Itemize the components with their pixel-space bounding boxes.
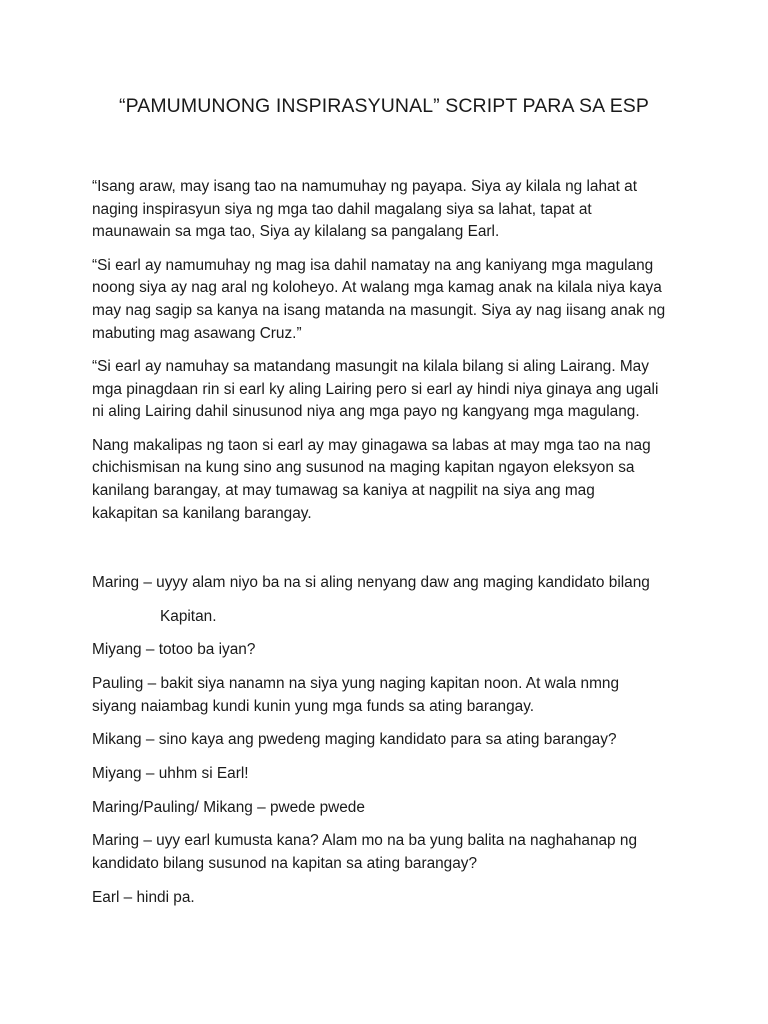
dialogue-line-line: Earl – hindi pa. xyxy=(92,888,195,906)
dialogue-line xyxy=(92,830,692,875)
dialogue-line-line: kandidato bilang susunod na kapitan sa ating barangay? xyxy=(92,855,478,873)
document-title: “PAMUMUNONG INSPIRASYUNAL” SCRIPT PARA SA ESP xyxy=(118,95,650,117)
dialogue-line-line: Maring – uyy earl kumusta kana? Alam mo na ba yung balita na naghahanap ng xyxy=(92,832,638,850)
narrative-paragraph-line: “Isang araw, may isang tao na namumuhay ng payapa. Siya ay kilala ng lahat at xyxy=(92,178,637,195)
dialogue-line xyxy=(92,606,692,629)
narrative-paragraph xyxy=(92,255,692,346)
dialogue-line-line: Maring/Pauling/ Mikang – pwede pwede xyxy=(92,798,365,816)
dialogue-line-line: Mikang – sino kaya ang pwedeng maging kandidato para sa ating barangay? xyxy=(92,731,617,749)
narrative-paragraph-line: noong siya ay nag aral ng koloheyo. At walang mga kamag anak na kilala niya kaya xyxy=(92,279,662,297)
narrative-paragraph-line: mga pinagdaan rin si earl ky aling Lairing pero si earl ay hindi niya ginaya ang ugali xyxy=(92,380,659,398)
dialogue-line-line: Miyang – totoo ba iyan? xyxy=(92,641,256,659)
narrative-paragraph-line: maunawain sa mga tao, Siya ay kilalang sa pangalang Earl. xyxy=(92,223,500,241)
narrative-paragraph-line: “Si earl ay namumuhay ng mag isa dahil namatay na ang kaniyang mga magulang xyxy=(92,256,654,274)
narrative-paragraph-line: “Si earl ay namuhay sa matandang masungit na kilala bilang si aling Lairang. May xyxy=(92,357,649,375)
dialogue-line xyxy=(92,639,692,662)
narrative-paragraph xyxy=(92,176,692,244)
dialogue-line-line: Maring – uyyy alam niyo ba na si aling nenyang daw ang maging kandidato bilang xyxy=(92,573,650,591)
dialogue-line-line: Miyang – uhhm si Earl! xyxy=(92,765,249,783)
narrative-paragraph-line: Nang makalipas ng taon si earl ay may ginagawa sa labas at may mga tao na nag xyxy=(92,436,651,454)
dialogue-line xyxy=(92,887,692,910)
dialogue-line xyxy=(92,673,692,718)
dialogue-section xyxy=(92,572,692,910)
narrative-paragraph-line: ni aling Lairing dahil sinusunod niya ang mga payo ng kangyang mga magulang. xyxy=(92,403,640,421)
narrative-paragraph-line: kakapitan sa kanilang barangay. xyxy=(92,504,312,522)
narrative-paragraph xyxy=(92,356,692,424)
dialogue-line xyxy=(92,797,692,820)
narrative-paragraph-line: kanilang barangay, at may tumawag sa kaniya at nagpilit na siya ang mag xyxy=(92,481,595,499)
dialogue-line-line: Pauling – bakit siya nanamn na siya yung naging kapitan noon. At wala nmng xyxy=(92,674,620,692)
document-body xyxy=(92,176,692,921)
narrative-paragraph-line: naging inspirasyun siya ng mga tao dahil magalang siya sa lahat, tapat at xyxy=(92,200,592,218)
dialogue-line xyxy=(92,763,692,786)
dialogue-line xyxy=(92,572,692,595)
narrative-section xyxy=(92,176,692,525)
dialogue-line-line: siyang naiambag kundi kunin yung mga funds sa ating barangay. xyxy=(92,697,535,715)
dialogue-line-line: Kapitan. xyxy=(160,607,217,625)
narrative-paragraph-line: chichismisan na kung sino ang susunod na maging kapitan ngayon eleksyon sa xyxy=(92,459,635,477)
narrative-paragraph-line: mabuting mag asawang Cruz.” xyxy=(92,324,302,342)
narrative-paragraph xyxy=(92,435,692,526)
narrative-paragraph-line: may nag sagip sa kanya na isang matanda na masungit. Siya ay nag iisang anak ng xyxy=(92,302,666,320)
section-gap xyxy=(92,536,692,572)
dialogue-line xyxy=(92,729,692,752)
